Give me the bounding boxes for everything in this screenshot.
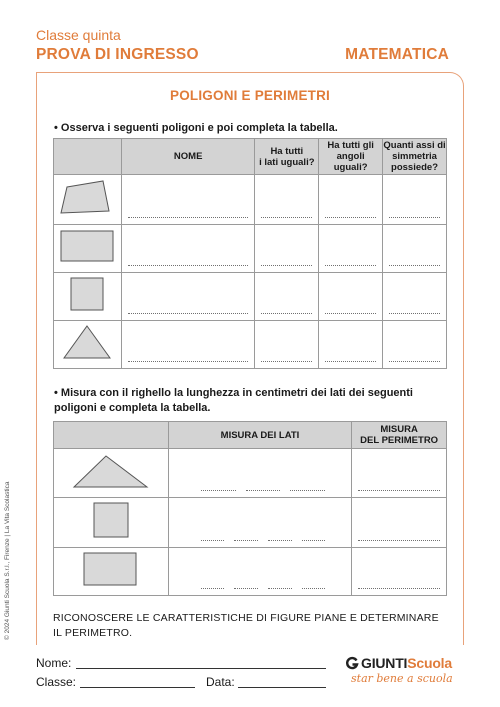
side-measures-answer[interactable]	[168, 498, 351, 548]
header-equal-sides: Ha tutti i lati uguali?	[255, 139, 319, 175]
class-field[interactable]	[80, 687, 195, 688]
name-answer[interactable]	[121, 175, 254, 225]
name-answer[interactable]	[121, 321, 254, 369]
shape-cell	[54, 225, 122, 273]
shape-cell	[54, 498, 169, 548]
equal-angles-answer[interactable]	[319, 273, 383, 321]
header-equal-angles: Ha tutti gli angoli uguali?	[319, 139, 383, 175]
exercise1-instruction: • Osserva i seguenti poligoni e poi completa la tabella.	[54, 122, 338, 134]
shape-cell	[54, 548, 169, 596]
logo-prefix: GIUNTI	[361, 655, 408, 671]
equal-angles-answer[interactable]	[319, 225, 383, 273]
shape-cell	[54, 321, 122, 369]
symmetry-axes-answer[interactable]	[383, 225, 447, 273]
name-field[interactable]	[76, 668, 326, 669]
exercise2-table	[53, 421, 447, 596]
table-row	[54, 225, 447, 273]
subject-title: MATEMATICA	[345, 46, 449, 63]
table-row	[54, 321, 447, 369]
square-shape	[90, 499, 132, 541]
header-shape-cell	[54, 422, 169, 449]
quadrilateral-shape	[57, 177, 117, 217]
equal-sides-answer[interactable]	[255, 175, 319, 225]
table-row	[54, 548, 447, 596]
date-label: Data:	[206, 675, 235, 689]
section-title: POLIGONI E PERIMETRI	[169, 88, 330, 103]
symmetry-axes-answer[interactable]	[383, 175, 447, 225]
copyright-credit: © 2024 Giunti Scuola S.r.l., Firenze | La Vita Scolastica	[4, 481, 11, 640]
rectangle-shape	[80, 549, 142, 589]
learning-objective: RICONOSCERE LE CARATTERISTICHE DI FIGURE PIANE E DETERMINARE IL PERIMETRO.	[53, 612, 439, 639]
equal-sides-answer[interactable]	[255, 273, 319, 321]
rectangle-shape	[57, 227, 117, 265]
giunti-g-icon	[345, 656, 359, 670]
name-answer[interactable]	[121, 273, 254, 321]
triangle-shape	[60, 322, 114, 362]
table-header-row	[54, 422, 447, 449]
side-measures-answer[interactable]	[168, 548, 351, 596]
perimeter-answer[interactable]	[352, 548, 447, 596]
equal-angles-answer[interactable]	[319, 321, 383, 369]
header-perimeter: MISURA DEL PERIMETRO	[352, 422, 447, 449]
equal-angles-answer[interactable]	[319, 175, 383, 225]
table-row	[54, 449, 447, 498]
exercise2-instruction: • Misura con il righello la lunghezza in centimetri dei lati dei seguenti poligoni e completa la tabella.	[54, 387, 413, 414]
header-name: NOME	[121, 139, 254, 175]
equal-sides-answer[interactable]	[255, 225, 319, 273]
equal-sides-answer[interactable]	[255, 321, 319, 369]
scalene-triangle-shape	[71, 451, 151, 491]
logo-accent: Scuola	[407, 655, 452, 671]
date-field[interactable]	[238, 687, 326, 688]
table-row	[54, 273, 447, 321]
class-label-footer: Classe:	[36, 675, 77, 689]
logo-wordmark	[361, 655, 452, 671]
giunti-scuola-logo	[345, 652, 465, 688]
symmetry-axes-answer[interactable]	[383, 273, 447, 321]
exercise1-table	[53, 138, 447, 369]
name-label: Nome:	[36, 656, 72, 670]
header-symmetry-axes: Quanti assi di simmetria possiede?	[383, 140, 446, 173]
logo-slogan: star bene a scuola	[351, 672, 453, 685]
perimeter-answer[interactable]	[352, 498, 447, 548]
perimeter-answer[interactable]	[352, 449, 447, 498]
header-side-measures: MISURA DEI LATI	[168, 422, 351, 449]
shape-cell	[54, 175, 122, 225]
name-answer[interactable]	[121, 225, 254, 273]
table-row	[54, 498, 447, 548]
table-row	[54, 175, 447, 225]
shape-cell	[54, 273, 122, 321]
class-label: Classe quinta	[36, 27, 121, 43]
table-header-row	[54, 139, 447, 175]
symmetry-axes-answer[interactable]	[383, 321, 447, 369]
shape-cell	[54, 449, 169, 498]
square-shape	[67, 274, 107, 314]
side-measures-answer[interactable]	[168, 449, 351, 498]
test-title: PROVA DI INGRESSO	[36, 46, 199, 63]
header-shape-cell	[54, 139, 122, 175]
